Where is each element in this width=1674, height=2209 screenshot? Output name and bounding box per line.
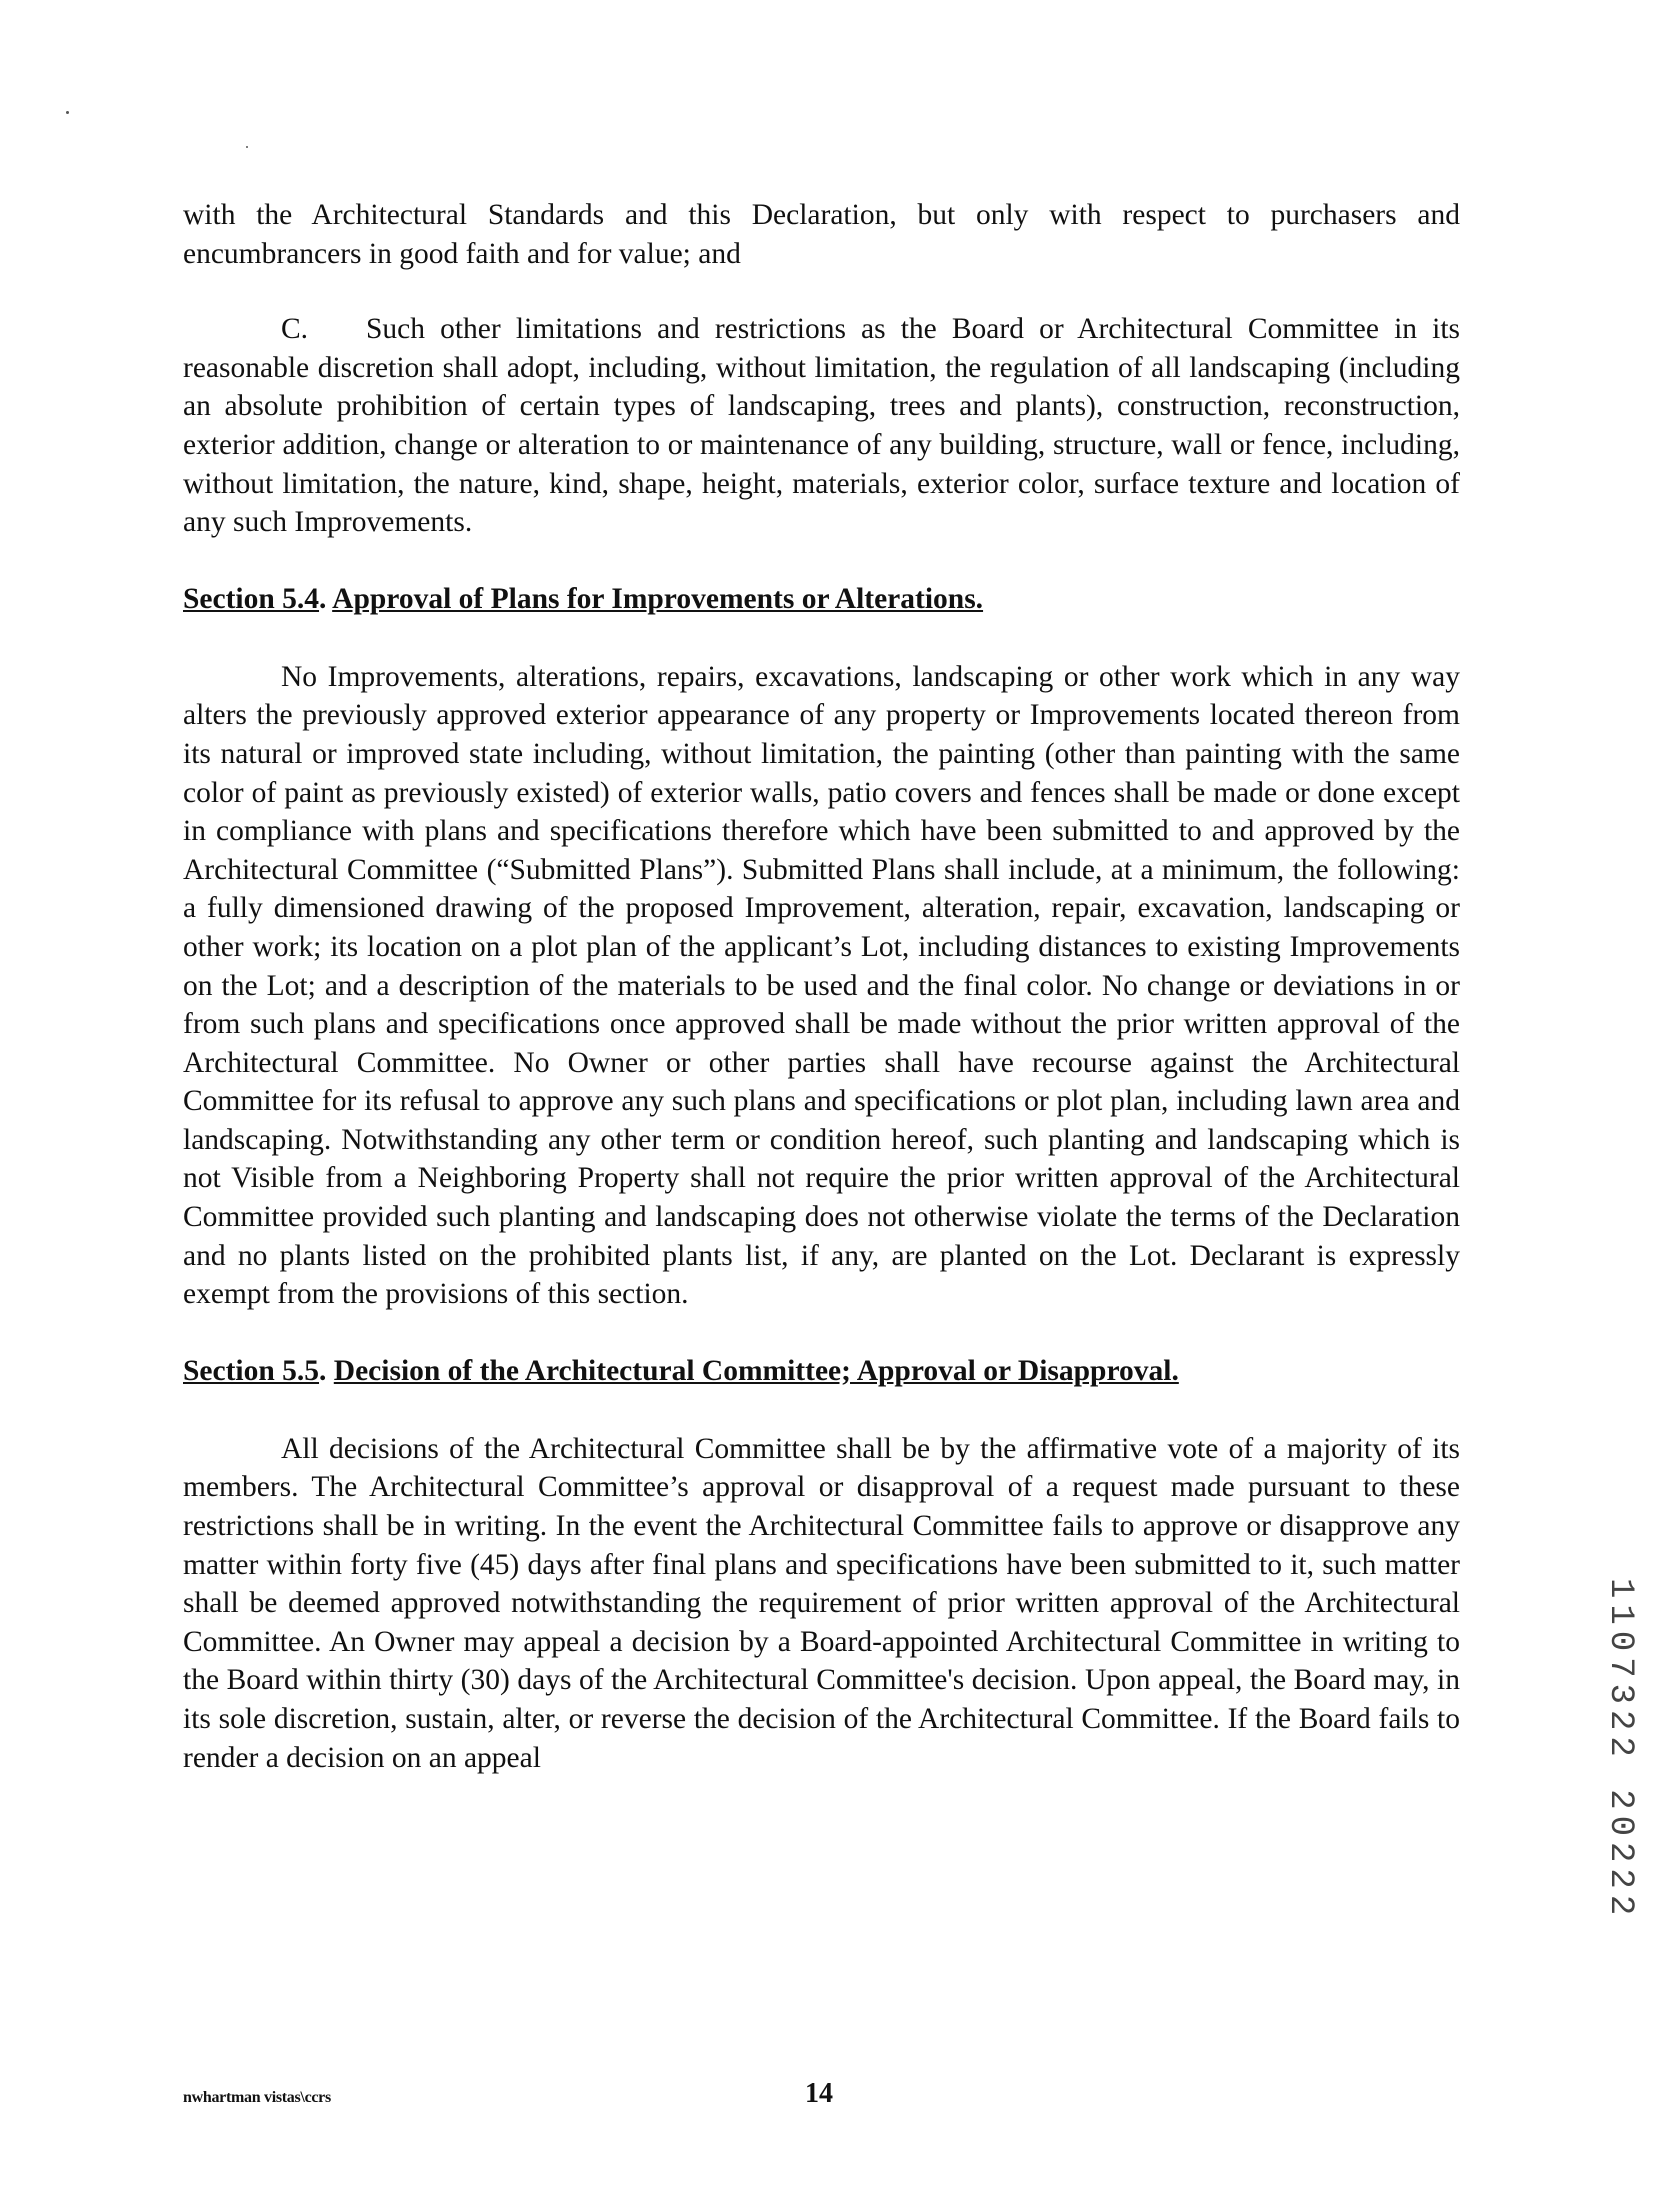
list-item-c [183,310,1460,542]
page-number: 14 [805,2078,833,2109]
document-body [183,196,1460,1777]
list-item-text: Such other limitations and restrictions as the Board or Architectural Committee in its reasonable discretion shall adopt, including, without limitation, the regulation of all landscaping (including an absolute prohibition of certain types of landscaping, trees and plants), construction, reconstruction, exterior addition, change or alteration to or maintenance of any building, structure, wall or fence, including, without limitation, the nature, kind, shape, height, materials, exterior color, surface texture and location of any such Improvements. [183,313,1460,539]
recording-stamp-number: 1107322 20222 [1601,1578,1639,1922]
section-number: Section 5.4 [183,582,320,615]
scan-speck [66,111,69,114]
section-5-5-heading [183,1352,1460,1390]
footer-file-path: nwhartman vistas\ccrs [183,2089,331,2106]
section-title: Approval of Plans for Improvements or Alterations. [332,582,984,615]
section-title: Decision of the Architectural Committee; Approval or Disapproval. [333,1354,1179,1387]
section-5-4-body: No Improvements, alterations, repairs, excavations, landscaping or other work which in any way alters the previously approved exterior appearance of any property or Improvements located thereon from its natural or improved state including, without limitation, the painting (other than painting with the same color of paint as previously existed) of exterior walls, patio covers and fences shall be made or done except in compliance with plans and specifications therefore which have been submitted to and approved by the Architectural Committee (“Submitted Plans”). Submitted Plans shall include, at a minimum, the following: a fully dimensioned drawing of the proposed Improvement, alteration, repair, excavation, landscaping or other work; its location on a plot plan of the applicant’s Lot, including distances to existing Improvements on the Lot; and a description of the materials to be used and the final color. No change or deviations in or from such plans and specifications once approved shall be made without the prior written approval of the Architectural Committee. No Owner or other parties shall have recourse against the Architectural Committee for its refusal to approve any such plans and specifications or plot plan, including lawn area and landscaping. Notwithstanding any other term or condition hereof, such planting and landscaping which is not Visible from a Neighboring Property shall not require the prior written approval of the Architectural Committee provided such planting and landscaping does not otherwise violate the terms of the Declaration and no plants listed on the prohibited plants list, if any, are planted on the Lot. Declarant is expressly exempt from the provisions of this section. [183,660,1460,1311]
section-5-5-body: All decisions of the Architectural Committee shall be by the affirmative vote of a majority of its members. The Architectural Committee’s approval or disapproval of a request made pursuant to these restrictions shall be in writing. In the event the Architectural Committee fails to approve or disapprove any matter within forty five (45) days after final plans and specifications have been submitted to it, such matter shall be deemed approved notwithstanding the requirement of prior written approval of the Architectural Committee. An Owner may appeal a decision by a Board-appointed Architectural Committee in writing to the Board within thirty (30) days of the Architectural Committee's decision. Upon appeal, the Board may, in its sole discretion, sustain, alter, or reverse the decision of the Architectural Committee. If the Board fails to render a decision on an appeal [183,1432,1460,1774]
heading-separator: . [319,1354,334,1387]
continuation-paragraph: with the Architectural Standards and this Declaration, but only with respect to purchasers and encumbrancers in good faith and for value; and [183,199,1460,270]
section-number: Section 5.5 [183,1354,320,1387]
recording-stamp [1603,1578,1637,2008]
heading-separator: . [319,582,333,615]
section-5-4-heading [183,580,1460,618]
list-item-label: C. [281,313,309,346]
scan-speck [246,146,248,148]
